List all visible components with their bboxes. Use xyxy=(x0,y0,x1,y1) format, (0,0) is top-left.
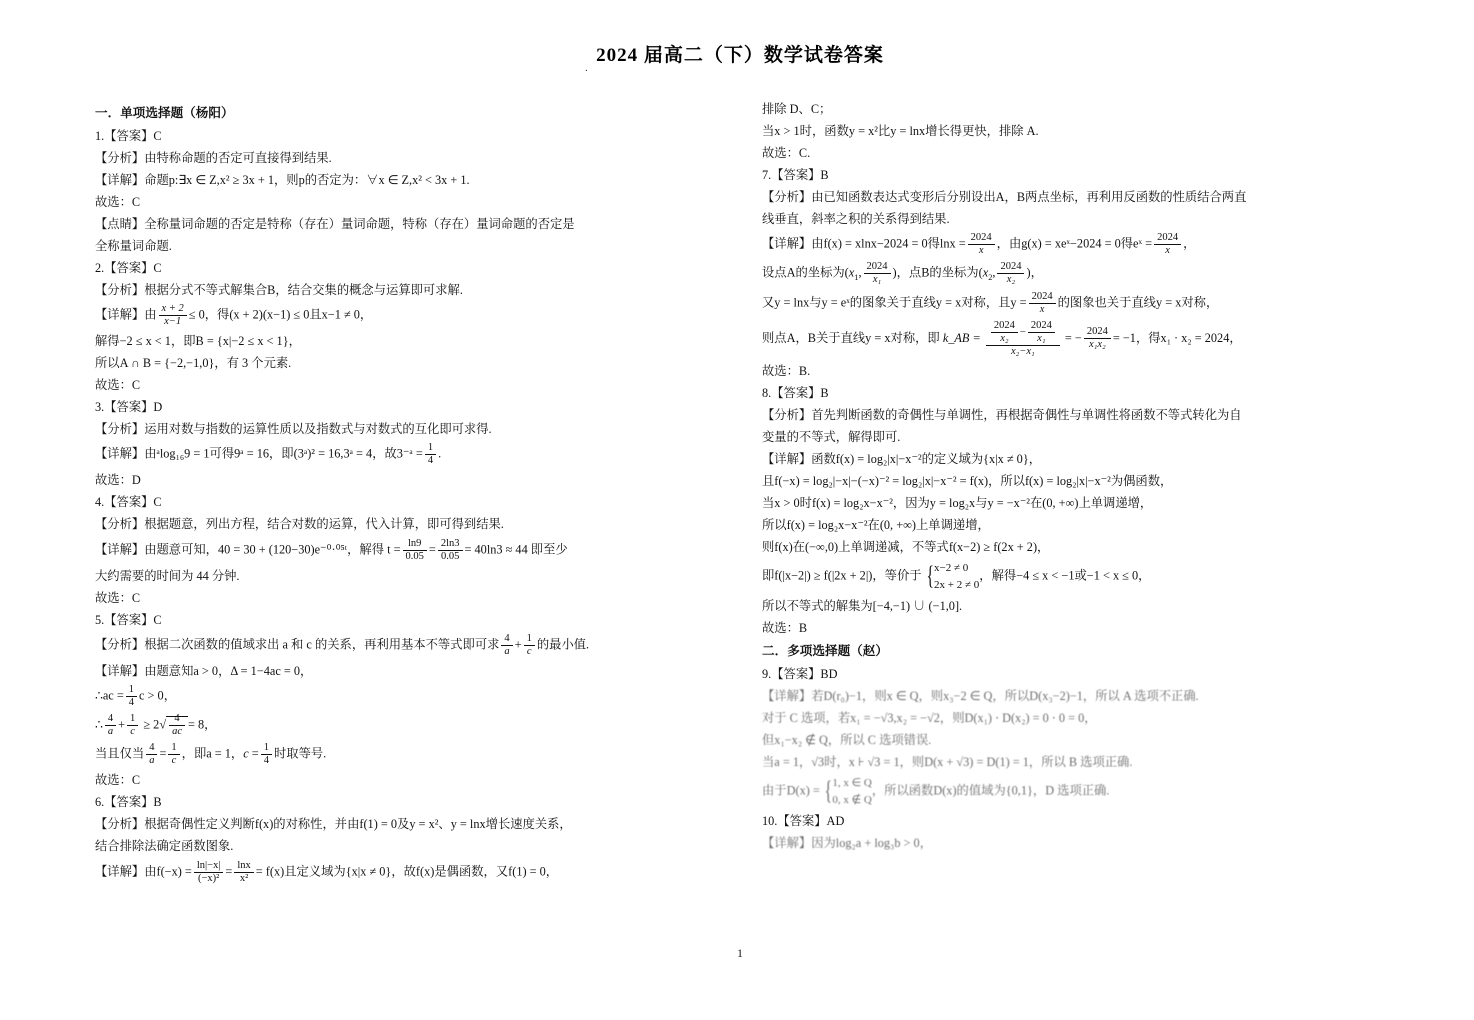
fraction-1-over-c-b: $\frac{1}{c}$ xyxy=(127,713,138,738)
detail-q7-pre: 【详解】由f(x) = xlnx−2024 = 0得lnx = xyxy=(762,236,966,251)
analysis-q7-line2: 线垂直，斜率之积的关系得到结果. xyxy=(762,212,950,227)
detail-q2-post: ≤ 0，得(x + 2)(x−1) ≤ 0且x−1 ≠ 0， xyxy=(188,307,373,322)
detail-q6 xyxy=(95,860,718,885)
detail-q7-line2: 设点A的坐标为($x_1$, $\frac{2024}{\text{x₁}}$ )，点B的坐标为($x_2$, $\frac{2024}{\text{x₂}}$ )， xyxy=(762,261,1043,286)
fraction-1-over-4-b: $\frac{1}{4}$ xyxy=(126,684,137,709)
fraction-2024-over-x-a: $\frac{2024}{x}$ xyxy=(968,232,995,257)
choose-q1: 故选：C xyxy=(95,194,141,209)
detail-q7-l2-post: ， xyxy=(1030,265,1043,280)
fraction-2024-over-x-b: $\frac{2024}{x}$ xyxy=(1154,232,1181,257)
fraction-lnabsx-over-negx2: $\frac{\ln|-x|}{\text{(−x)²}}$ xyxy=(194,860,224,885)
answer-q9: 9.【答案】BD xyxy=(762,666,838,681)
detail-q5-line4-post: 时取等号. xyxy=(273,746,327,761)
detail-q4-pre: 【详解】由题意可知，40 = 30 + (120−30)e⁻⁰·⁰⁵ᵗ，解得 t = xyxy=(95,541,401,556)
fraction-4-over-ac: $\frac{4}{ac}$ xyxy=(169,713,185,738)
inequality-line-2: 2x + 2 ≠ 0 xyxy=(934,578,980,591)
detail-q3-log: ᵃlog₁₆9 = 1可得9ᵃ = 16，即(3ᵃ)² = 16,3ᵃ = 4，故3⁻ᵃ = xyxy=(156,446,423,461)
detail-q10-line1: 【详解】因为log₂a + log₃b > 0， xyxy=(762,836,933,851)
analysis-q1: 【分析】由特称命题的否定可直接得到结果. xyxy=(95,150,332,165)
right-top-line-1: 排除 D、C； xyxy=(762,102,832,116)
detail-q8-line2: 且f(−x) = log₂|−x|−(−x)⁻² = log₂|x|−x⁻² = f(x)，所以f(x) = log₂|x|−x⁻²为偶函数， xyxy=(762,474,1173,489)
detail-q5-line4-pre: 当且仅当 xyxy=(95,746,145,761)
fraction-lnx-over-x2: $\frac{\ln x}{\text{x²}}$ xyxy=(234,860,253,885)
page-title: 2024 届高二（下）数学试卷答案 xyxy=(596,45,884,66)
top-dot-mark: . xyxy=(585,62,588,74)
piecewise-line-1: 1, x ∈ Q xyxy=(832,777,872,790)
fraction-2ln3-over-005: $\frac{2\ln 3}{0.05}$ xyxy=(438,538,463,563)
answer-q1: 1.【答案】C xyxy=(95,128,162,143)
choose-q5: 故选：C xyxy=(95,773,141,788)
note-q1-line2: 全称量词命题. xyxy=(95,238,172,253)
choose-q3: 故选：D xyxy=(95,473,141,488)
detail-q4-line2: 大约需要的时间为 44 分钟. xyxy=(95,568,240,583)
fraction-2024-over-x1: $\frac{2024}{\text{x₁}}$ xyxy=(864,261,891,286)
fraction-slope-expression: $\frac{2024}{\text{x₂}}$ − $\frac{2024}{\text{x₁}}$ x₂−x₁ xyxy=(986,320,1060,358)
detail-q2-line2: 解得−2 ≤ x < 1，即B = {x|−2 ≤ x < 1}， xyxy=(95,334,301,349)
analysis-q7: 【分析】由已知函数表达式变形后分别设出A，B两点坐标，再利用反函数的性质结合两直 xyxy=(762,190,1247,205)
sqrt-4-over-ac: √ $\frac{4}{ac}$ xyxy=(159,716,188,731)
detail-q4-eq: = xyxy=(428,541,436,556)
answer-q5: 5.【答案】C xyxy=(95,612,162,627)
detail-q7-l2-mid: ，点B的坐标为 xyxy=(896,265,979,280)
note-q1-line1: 【点睛】全称量词命题的否定是特称（存在）量词命题，特称（存在）量词命题的否定是 xyxy=(95,216,575,231)
detail-q3-pre: 【详解】由 xyxy=(95,446,157,461)
answer-q2: 2.【答案】C xyxy=(95,260,162,275)
section-heading-single-choice: 一．单项选择题（杨阳） xyxy=(95,106,234,120)
analysis-q6: 【分析】根据奇偶性定义判断f(x)的对称性，并由f(1) = 0及y = x²、y = lnx增长速度关系， xyxy=(95,817,572,832)
left-brace-icon-2: { xyxy=(824,776,832,806)
choose-q4: 故选：C xyxy=(95,590,141,605)
answer-q4: 4.【答案】C xyxy=(95,495,162,510)
analysis-q8: 【分析】首先判断函数的奇偶性与单调性，再根据奇偶性与单调性将函数不等式转化为自 xyxy=(762,407,1242,422)
slope-kab-label: k_AB = xyxy=(942,330,981,345)
fraction-4-over-a-b: $\frac{4}{a}$ xyxy=(105,713,116,738)
answer-q8: 8.【答案】B xyxy=(762,385,829,400)
detail-q8-line1: 【详解】函数f(x) = log₂|x|−x⁻²的定义域为{x|x ≠ 0}， xyxy=(762,452,1042,467)
answer-q3: 3.【答案】D xyxy=(95,400,163,415)
detail-q5-line3-plus: + xyxy=(118,717,126,732)
answer-q6: 6.【答案】B xyxy=(95,795,162,810)
fraction-1-over-4-c: $\frac{1}{4}$ xyxy=(261,742,272,767)
detail-q3 xyxy=(95,442,718,467)
fraction-ln9-over-005: $\frac{\ln 9}{0.05}$ xyxy=(403,538,427,563)
analysis-q5 xyxy=(95,633,718,658)
detail-q9-line3: 但x₁−x₂ ∉ Q，所以 C 选项错误. xyxy=(762,733,932,748)
left-column xyxy=(95,100,718,889)
detail-q7-line3 xyxy=(762,291,1385,316)
detail-q6-post: = f(x)且定义域为{x|x ≠ 0}，故f(x)是偶函数，又f(1) = 0， xyxy=(255,863,559,878)
system-of-inequalities xyxy=(934,560,979,593)
detail-q9-line1: 【详解】若D(r₀)−1，则x ∈ Q，则x₃−2 ∈ Q，所以D(x₃−2)−1，所以 A 选项不正确. xyxy=(762,688,1199,703)
answer-q10: 10.【答案】AD xyxy=(762,814,845,829)
detail-q8-l6-pre: 即f(|x−2|) ≥ f(|2x + 2|)，等价于 xyxy=(762,568,922,583)
detail-q8-l6-post: ，解得−4 ≤ x < −1或−1 < x ≤ 0， xyxy=(979,568,1151,583)
detail-q7-l3-pre: 又y = lnx与y = eˣ的图象关于直线y = x对称，且y = xyxy=(762,294,1027,309)
analysis-q5-pre: 【分析】根据二次函数的值域求出 a 和 c 的关系，再利用基本不等式即可求 xyxy=(95,637,500,652)
detail-q9-line4: 当a = 1，√3时，x ⊦ √3 = 1，则D(x + √3) = D(1) = 1，所以 B 选项正确. xyxy=(762,755,1133,770)
choose-q2: 故选：C xyxy=(95,378,141,393)
page-number: 1 xyxy=(737,948,743,960)
detail-q5-line4-mid: ，即a = 1， xyxy=(181,746,244,761)
analysis-q2: 【分析】根据分式不等式解集合B，结合交集的概念与运算即可求解. xyxy=(95,282,463,297)
piecewise-dirichlet xyxy=(832,775,872,808)
detail-q9-l5-post: ，所以函数D(x)的值域为{0,1}，D 选项正确. xyxy=(871,783,1110,798)
detail-q5-line2 xyxy=(95,684,718,709)
detail-q4 xyxy=(95,538,718,563)
detail-q5-line4: 当且仅当 $\frac{4}{a}$ = $\frac{1}{c}$ ，即a = 1，c = $\frac{1}{4}$ 时取等号. xyxy=(95,742,327,767)
detail-q5-line3-post: = 8， xyxy=(188,717,217,732)
fraction-2024-over-x2: $\frac{2024}{\text{x₂}}$ xyxy=(997,261,1024,286)
detail-q7-l4-pre: 则点A，B关于直线y = x对称，即 xyxy=(762,330,940,345)
section-heading-multi-choice: 二．多项选择题（赵） xyxy=(762,644,888,659)
detail-q5-line3-pre: ∴ xyxy=(95,717,103,732)
fraction-4-over-a-c: $\frac{4}{a}$ xyxy=(146,742,157,767)
detail-q7-post: ， xyxy=(1183,236,1196,251)
page-sheet xyxy=(95,40,1385,970)
detail-q9-line5 xyxy=(762,775,1385,808)
fraction-one-fourth: $\frac{1}{4}$ xyxy=(425,442,436,467)
fraction-2024-over-x1-b: $\frac{2024}{\text{x₁}}$ xyxy=(1028,320,1055,345)
detail-q8-line4: 所以f(x) = log₂x−x⁻²在(0, +∞)上单调递增， xyxy=(762,518,990,533)
detail-q7-l2-pre: 设点A的坐标为 xyxy=(762,265,845,280)
detail-q5-line2-pre: ∴ac = xyxy=(95,688,124,703)
detail-q5-line3 xyxy=(95,713,718,738)
inequality-line-1: x−2 ≠ 0 xyxy=(934,562,969,575)
detail-q7-mid: ，由g(x) = xeˣ−2024 = 0得eˣ = xyxy=(996,236,1153,251)
fraction-2024-over-x-c: $\frac{2024}{x}$ xyxy=(1029,291,1056,316)
detail-q6-eq: = xyxy=(225,863,233,878)
detail-q7-line4 xyxy=(762,320,1385,358)
detail-q6-pre: 【详解】由f(−x) = xyxy=(95,863,192,878)
detail-q5-line3-rel: ≥ 2 xyxy=(143,717,160,732)
detail-q5-line4-eq: = xyxy=(159,746,167,761)
right-column xyxy=(762,100,1385,889)
choose-q8: 故选：B xyxy=(762,621,808,636)
detail-q7-l3-post: 的图象也关于直线y = x对称， xyxy=(1057,294,1219,309)
slope-numerator: $\frac{2024}{\text{x₂}}$ − $\frac{2024}{\text{x₁}}$ xyxy=(986,320,1060,345)
detail-q2-pre: 【详解】由 xyxy=(95,307,157,322)
fraction-2024-over-x1x2: $\frac{2024}{\text{x₁x₂}}$ xyxy=(1084,326,1111,351)
detail-q8-line3: 当x > 0时f(x) = log₂x−x⁻²，因为y = log₂x与y = −x⁻²在(0, +∞)上单调递增， xyxy=(762,496,1153,511)
analysis-q5-post: 的最小值. xyxy=(536,637,590,652)
detail-q8-line5: 则f(x)在(−∞,0)上单调递减，不等式f(x−2) ≥ f(2x + 2)， xyxy=(762,540,1050,555)
fraction-4-over-a: $\frac{4}{a}$ xyxy=(501,633,512,658)
two-column-body xyxy=(95,100,1385,889)
analysis-q3: 【分析】运用对数与指数的运算性质以及指数式与对数式的互化即可求得. xyxy=(95,422,492,437)
fraction-1-over-c-c: $\frac{1}{c}$ xyxy=(168,742,179,767)
detail-q7-l4-eq: = − xyxy=(1064,330,1082,345)
right-top-line-3: 故选：C. xyxy=(762,146,811,161)
detail-q3-post: . xyxy=(438,446,442,461)
analysis-q8-line2: 变量的不等式，解得即可. xyxy=(762,429,901,444)
analysis-q6-line2: 结合排除法确定函数图象. xyxy=(95,839,234,854)
choose-q7: 故选：B. xyxy=(762,363,811,378)
detail-q4-post: = 40ln3 ≈ 44 即至少 xyxy=(464,541,568,556)
right-top-line-2: 当x > 1时，函数y = x²比y = lnx增长得更快，排除 A. xyxy=(762,124,1039,139)
detail-q1: 【详解】命题p:∃x ∈ Z,x² ≥ 3x + 1，则p的否定为：∀x ∈ Z,x² < 3x + 1. xyxy=(95,172,470,187)
detail-q7-line1 xyxy=(762,232,1385,257)
detail-q9-l5-pre: 由于D(x) = xyxy=(762,783,820,798)
detail-q2 xyxy=(95,303,718,328)
detail-q2-line3: 所以A ∩ B = {−2,−1,0}，有 3 个元素. xyxy=(95,356,292,371)
piecewise-line-2: 0, x ∉ Q xyxy=(832,793,872,806)
analysis-q4: 【分析】根据题意，列出方程，结合对数的运算，代入计算，即可得到结果. xyxy=(95,517,504,532)
detail-q8-line6 xyxy=(762,560,1385,593)
fraction-x2-over-xminus1: $\frac{x + 2}{x-1}$ xyxy=(159,303,187,328)
left-brace-icon: { xyxy=(926,561,934,591)
detail-q5: 【详解】由题意知a > 0，Δ = 1−4ac = 0， xyxy=(95,663,313,678)
answer-q7: 7.【答案】B xyxy=(762,168,829,183)
detail-q9-line2: 对于 C 选项，若x₁ = −√3,x₂ = −√2，则D(x₁) ⋅ D(x₂) = 0 ⋅ 0 = 0， xyxy=(762,710,1097,725)
detail-q8-line7: 所以不等式的解集为[−4,−1) ∪ (−1,0]. xyxy=(762,599,963,614)
detail-q5-line2-post: c > 0， xyxy=(139,688,176,703)
detail-q7-l4-post: = −1，得x₁ · x₂ = 2024， xyxy=(1112,330,1242,345)
fraction-1-over-c: $\frac{1}{c}$ xyxy=(524,633,535,658)
fraction-2024-over-x2-b: $\frac{2024}{\text{x₂}}$ xyxy=(991,320,1018,345)
analysis-q5-plus: + xyxy=(514,637,522,652)
